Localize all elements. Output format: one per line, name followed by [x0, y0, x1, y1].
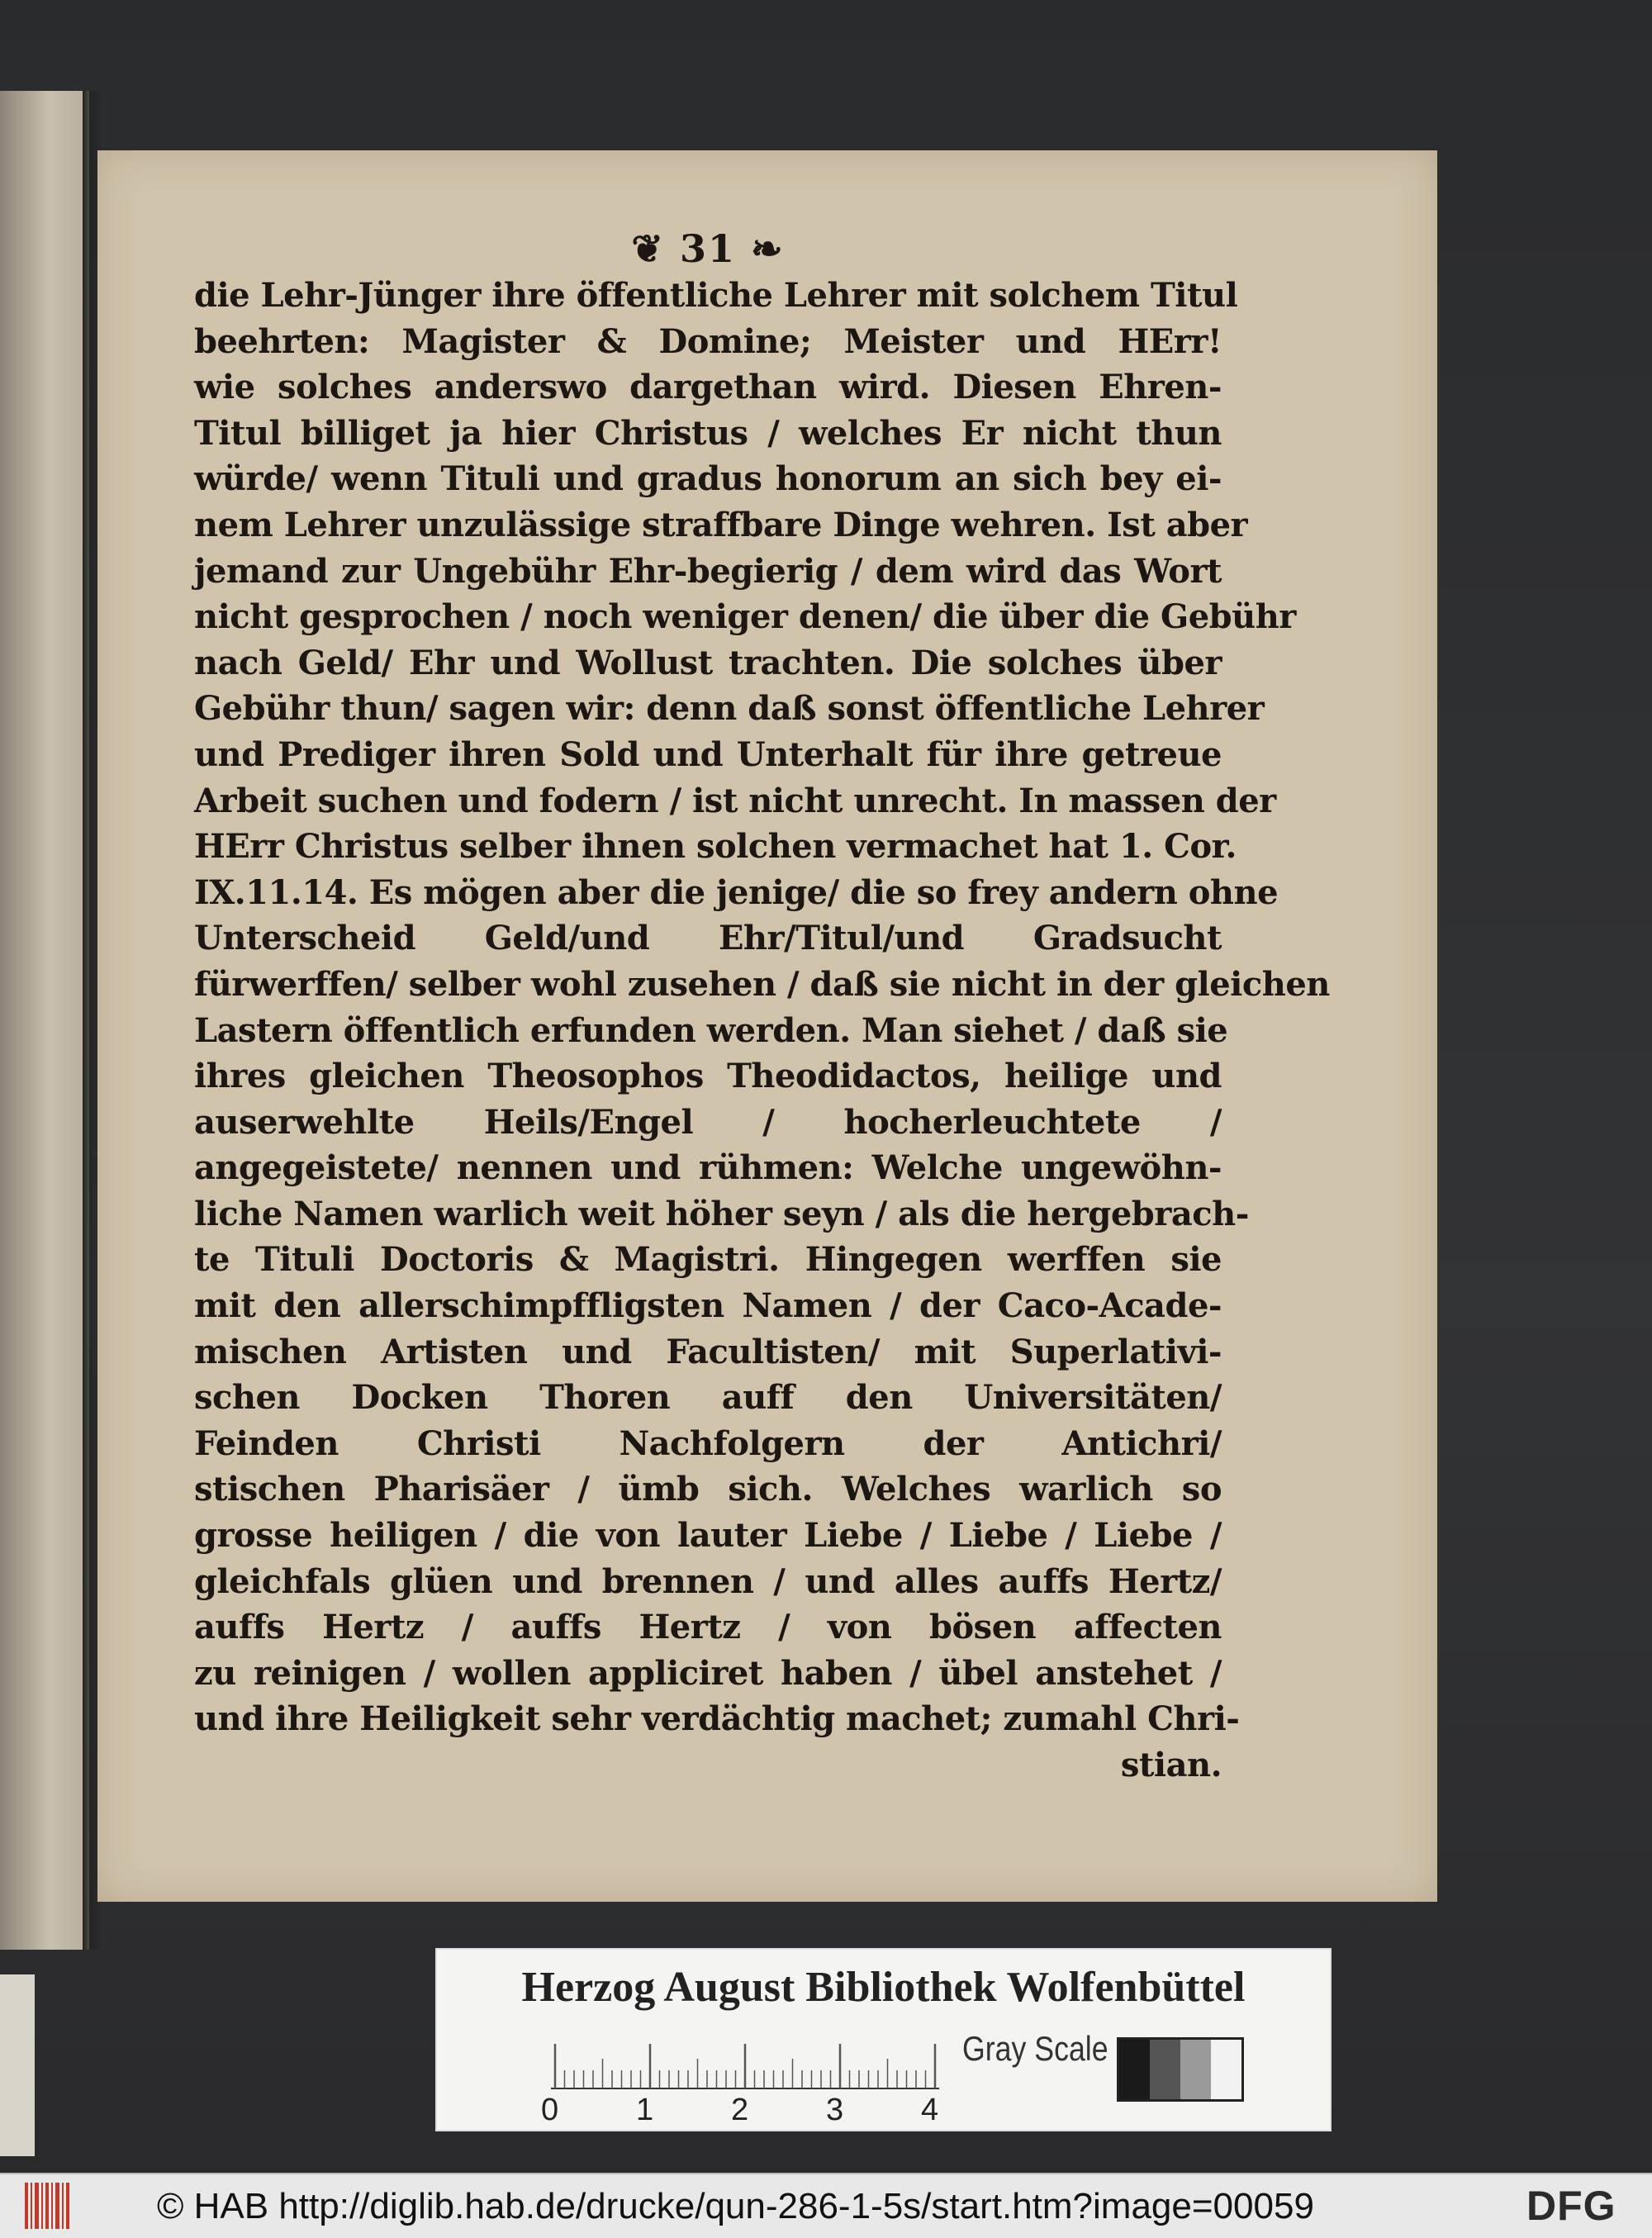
ruler-number: 4: [921, 2093, 939, 2127]
page-number-header: [194, 225, 1222, 273]
text-lines: [194, 273, 1330, 1789]
text-line: HErr Christus selber ihnen solchen vermachet hat 1. Cor.: [194, 827, 1237, 867]
text-line: schen Docken Thoren auff den Universitäten/: [194, 1378, 1222, 1418]
text-line: Gebühr thun/ sagen wir: denn daß sonst öffentliche Lehrer: [194, 689, 1265, 729]
previous-page-fragment: [0, 1974, 35, 2156]
gray-swatch: [1180, 2040, 1211, 2099]
gray-scale-swatches: [1117, 2037, 1244, 2102]
text-line: auserwehlte Heils/Engel / hocherleuchtete /: [194, 1102, 1222, 1142]
text-line: wie solches anderswo dargethan wird. Diesen Ehren-: [194, 368, 1222, 407]
fleuron-right-icon: ❧: [736, 226, 785, 271]
gray-swatch: [1119, 2040, 1150, 2099]
text-line: würde/ wenn Tituli und gradus honorum an sich bey ei-: [194, 459, 1222, 499]
text-line: auffs Hertz / auffs Hertz / von bösen affecten: [194, 1608, 1222, 1647]
fleuron-left-icon: ❦: [631, 226, 680, 271]
text-line: und ihre Heiligkeit sehr verdächtig machet; zumahl Chri-: [194, 1699, 1240, 1739]
text-line: grosse heiligen / die von lauter Liebe / Liebe / Liebe /: [194, 1516, 1222, 1556]
ruler-number: 2: [731, 2093, 749, 2127]
dfg-logo: DFG: [1526, 2183, 1616, 2229]
text-line: Lastern öffentlich erfunden werden. Man siehet / daß sie: [194, 1010, 1228, 1050]
ruler-number: 3: [826, 2093, 844, 2127]
text-line: die Lehr-Jünger ihre öffentliche Lehrer mit solchem Titul: [194, 276, 1238, 315]
text-line: Arbeit suchen und fodern / ist nicht unrecht. In massen der: [194, 781, 1276, 820]
page-number: 31: [679, 226, 736, 271]
ruler-number: 1: [636, 2093, 654, 2127]
text-line: mit den allerschimpffligsten Namen / der Caco-Acade-: [194, 1286, 1222, 1326]
text-line: IX.11.14. Es mögen aber die jenige/ die so frey andern ohne: [194, 872, 1279, 912]
footer-bar: [0, 2173, 1652, 2238]
text-line: stischen Pharisäer / ümb sich. Welches warlich so: [194, 1470, 1222, 1509]
gray-swatch: [1211, 2040, 1241, 2099]
text-line: nem Lehrer unzulässige straffbare Dinge wehren. Ist aber: [194, 505, 1248, 544]
text-line: beehrten: Magister & Domine; Meister und HErr!: [194, 321, 1222, 361]
text-line: mischen Artisten und Facultisten/ mit Superlativi-: [194, 1332, 1222, 1371]
gray-scale-label: Gray Scale: [962, 2029, 1108, 2068]
text-line: liche Namen warlich weit höher seyn / als die hergebrach-: [194, 1194, 1249, 1233]
text-line: Titul billiget ja hier Christus / welches Er nicht thun: [194, 413, 1222, 453]
barcode-icon: [25, 2183, 69, 2229]
text-line: te Tituli Doctoris & Magistri. Hingegen werffen sie: [194, 1240, 1222, 1280]
book-page: [97, 150, 1437, 1902]
text-line: stian.: [1120, 1746, 1222, 1784]
footer-url[interactable]: © HAB http://diglib.hab.de/drucke/qun-286-1-5s/start.htm?image=00059: [157, 2186, 1314, 2226]
text-line: gleichfals glüen und brennen / und alles auffs Hertz/: [194, 1561, 1222, 1601]
page-text-block: [194, 225, 1330, 1789]
text-line: Unterscheid Geld/und Ehr/Titul/und Gradsucht: [194, 919, 1222, 958]
color-target-card: [435, 1948, 1332, 2131]
previous-page-edge: [0, 91, 89, 1950]
text-line: nach Geld/ Ehr und Wollust trachten. Die solches über: [194, 643, 1222, 682]
text-line: angegeistete/ nennen und rühmen: Welche ungewöhn-: [194, 1148, 1222, 1188]
ruler-number: 0: [541, 2093, 559, 2127]
text-line: und Prediger ihren Sold und Unterhalt für ihre getreue: [194, 734, 1222, 774]
text-line: jemand zur Ungebühr Ehr-begierig / dem wird das Wort: [194, 551, 1222, 591]
text-line: Feinden Christi Nachfolgern der Antichri/: [194, 1423, 1222, 1463]
text-line: zu reinigen / wollen appliciret haben / übel anstehet /: [194, 1653, 1222, 1693]
text-line: ihres gleichen Theosophos Theodidactos, heilige und: [194, 1057, 1222, 1096]
library-name: Herzog August Bibliothek Wolfenbüttel: [521, 1964, 1246, 2011]
text-line: nicht gesprochen / noch weniger denen/ die über die Gebühr: [194, 597, 1296, 637]
gray-swatch: [1150, 2040, 1180, 2099]
text-line: fürwerffen/ selber wohl zusehen / daß sie nicht in der gleichen: [194, 964, 1330, 1004]
